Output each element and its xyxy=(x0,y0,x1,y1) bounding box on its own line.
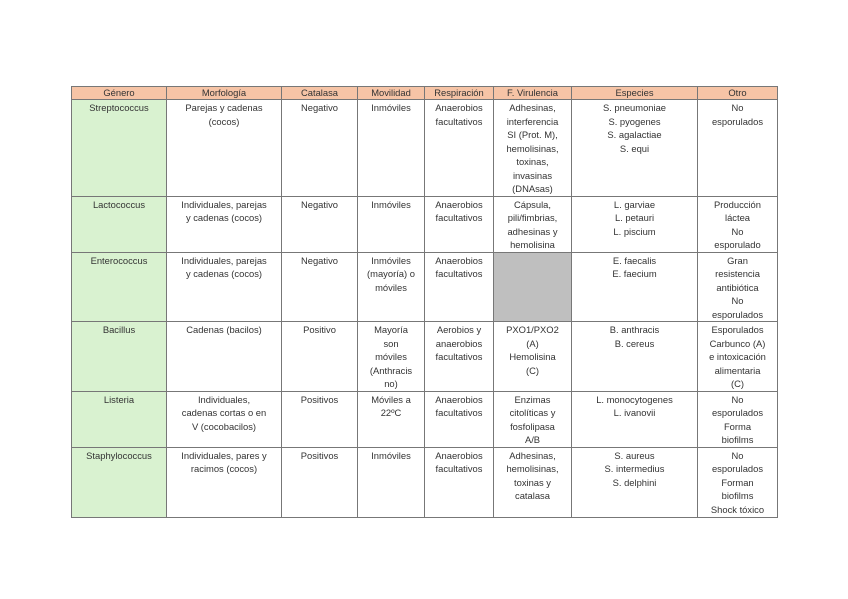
table-cell: Negativo xyxy=(282,100,358,197)
genus-cell: Lactococcus xyxy=(72,196,167,252)
table-cell: Cadenas (bacilos) xyxy=(167,322,282,392)
table-cell: S. pneumoniae S. pyogenes S. agalactiae S. equi xyxy=(572,100,698,197)
table-cell: Anaerobios facultativos xyxy=(425,447,494,517)
table-cell: Negativo xyxy=(282,196,358,252)
table-cell: No esporulados xyxy=(698,100,778,197)
table-cell: Anaerobios facultativos xyxy=(425,391,494,447)
genus-cell: Enterococcus xyxy=(72,252,167,322)
column-header: Especies xyxy=(572,87,698,100)
table-cell: B. anthracis B. cereus xyxy=(572,322,698,392)
table-cell: Cápsula, pili/fimbrias, adhesinas y hemolisina xyxy=(494,196,572,252)
table-cell: Gran resistencia antibiótica No esporulados xyxy=(698,252,778,322)
column-header: Otro xyxy=(698,87,778,100)
column-header: Catalasa xyxy=(282,87,358,100)
table-cell: Adhesinas, interferencia SI (Prot. M), hemolisinas, toxinas, invasinas (DNAsas) xyxy=(494,100,572,197)
table-row xyxy=(72,447,778,517)
table-cell: L. garviae L. petauri L. piscium xyxy=(572,196,698,252)
table-cell: Parejas y cadenas (cocos) xyxy=(167,100,282,197)
genus-cell: Bacillus xyxy=(72,322,167,392)
genus-cell: Streptococcus xyxy=(72,100,167,197)
table-cell: Adhesinas, hemolisinas, toxinas y catalasa xyxy=(494,447,572,517)
table-cell: Inmóviles (mayoría) o móviles xyxy=(358,252,425,322)
table-cell: Esporulados Carbunco (A) e intoxicación alimentaria (C) xyxy=(698,322,778,392)
column-header: F. Virulencia xyxy=(494,87,572,100)
column-header: Morfología xyxy=(167,87,282,100)
table-cell: S. aureus S. intermedius S. delphini xyxy=(572,447,698,517)
bacteria-table xyxy=(71,86,778,518)
table-cell: Producción láctea No esporulado xyxy=(698,196,778,252)
table-row xyxy=(72,100,778,197)
header-row xyxy=(72,87,778,100)
table-cell: Aerobios y anaerobios facultativos xyxy=(425,322,494,392)
table-cell: Negativo xyxy=(282,252,358,322)
table-cell: Individuales, cadenas cortas o en V (cocobacilos) xyxy=(167,391,282,447)
table-cell: E. faecalis E. faecium xyxy=(572,252,698,322)
genus-cell: Listeria xyxy=(72,391,167,447)
column-header: Movilidad xyxy=(358,87,425,100)
column-header: Género xyxy=(72,87,167,100)
table-cell: No esporulados Forma biofilms xyxy=(698,391,778,447)
table-cell: Mayoría son móviles (Anthracis no) xyxy=(358,322,425,392)
table-row xyxy=(72,391,778,447)
table-cell: Positivo xyxy=(282,322,358,392)
table-cell: Anaerobios facultativos xyxy=(425,252,494,322)
table-cell: L. monocytogenes L. ivanovii xyxy=(572,391,698,447)
table-cell xyxy=(494,252,572,322)
table-row xyxy=(72,322,778,392)
table-cell: Inmóviles xyxy=(358,447,425,517)
table-row xyxy=(72,252,778,322)
table-cell: No esporulados Forman biofilms Shock tóxico xyxy=(698,447,778,517)
genus-cell: Staphylococcus xyxy=(72,447,167,517)
table-cell: Individuales, parejas y cadenas (cocos) xyxy=(167,196,282,252)
table-cell: Enzimas citolíticas y fosfolipasa A/B xyxy=(494,391,572,447)
table-cell: Anaerobios facultativos xyxy=(425,196,494,252)
table-row xyxy=(72,196,778,252)
table-cell: Inmóviles xyxy=(358,100,425,197)
table-cell: Individuales, parejas y cadenas (cocos) xyxy=(167,252,282,322)
table-cell: Móviles a 22ºC xyxy=(358,391,425,447)
table-cell: PXO1/PXO2 (A) Hemolisina (C) xyxy=(494,322,572,392)
table-cell: Positivos xyxy=(282,447,358,517)
table-cell: Positivos xyxy=(282,391,358,447)
table-cell: Anaerobios facultativos xyxy=(425,100,494,197)
column-header: Respiración xyxy=(425,87,494,100)
table-cell: Individuales, pares y racimos (cocos) xyxy=(167,447,282,517)
table-cell: Inmóviles xyxy=(358,196,425,252)
